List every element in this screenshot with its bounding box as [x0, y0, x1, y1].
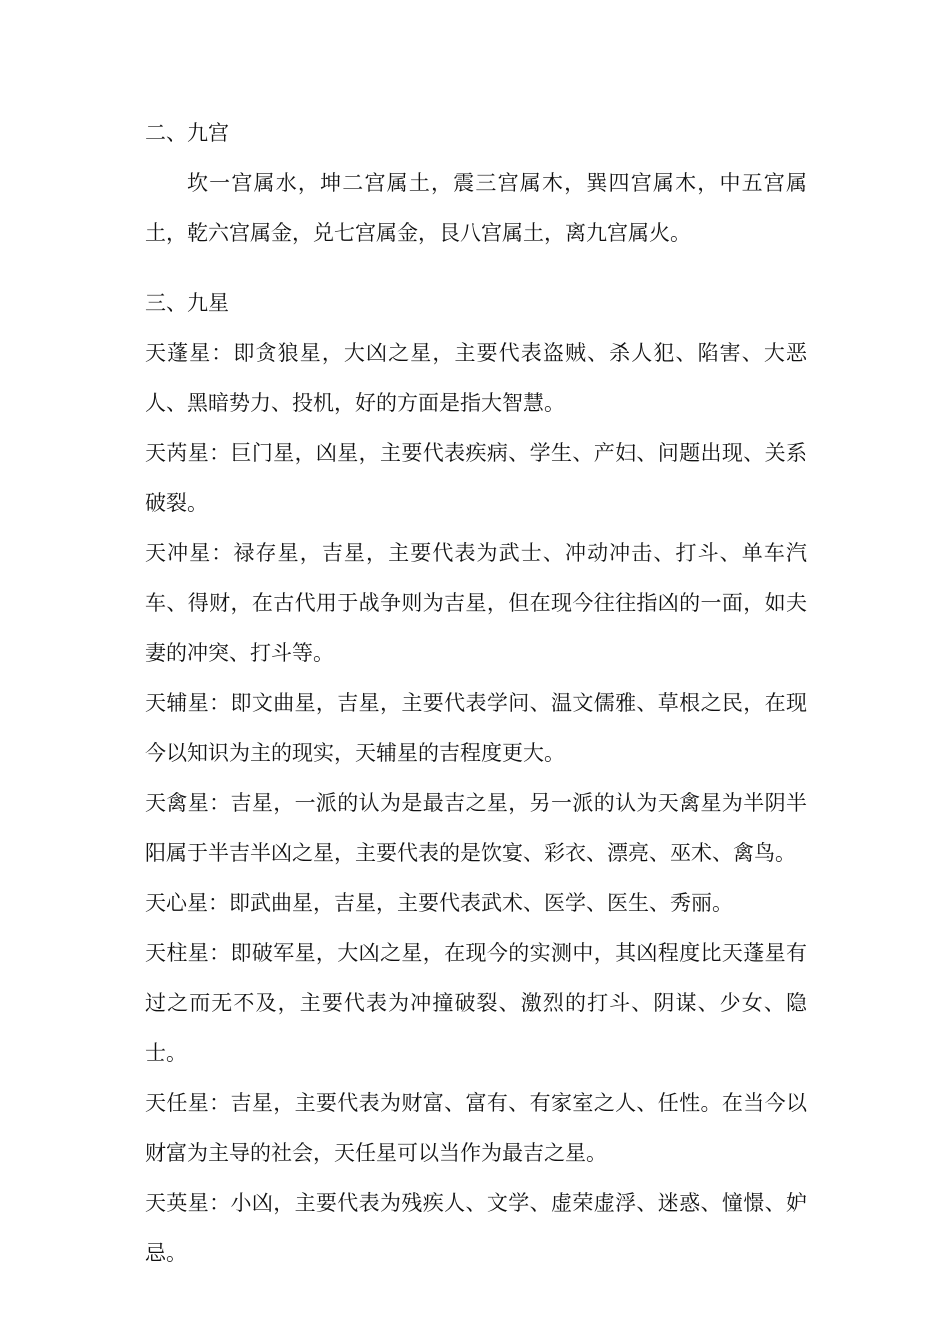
nine-palaces-paragraph: 坎一宫属水，坤二宫属土，震三宫属木，巽四宫属木，中五宫属土，乾六宫属金，兑七宫属金，艮八宫属土，离九宫属火。	[145, 171, 807, 245]
star-paragraph-tianchong: 天冲星：禄存星，吉星，主要代表为武士、冲动冲击、打斗、单车汽车、得财，在古代用于战争则为吉星，但在现今往往指凶的一面，如夫妻的冲突、打斗等。	[145, 541, 807, 665]
star-paragraph-tianzhu: 天柱星：即破军星，大凶之星，在现今的实测中，其凶程度比天蓬星有过之而无不及，主要代表为冲撞破裂、激烈的打斗、阴谋、少女、隐士。	[145, 941, 807, 1065]
star-paragraph-tianpeng: 天蓬星：即贪狼星，大凶之星，主要代表盗贼、杀人犯、陷害、大恶人、黑暗势力、投机，好的方面是指大智慧。	[145, 341, 807, 415]
star-paragraph-tianying: 天英星：小凶，主要代表为残疾人、文学、虚荣虚浮、迷惑、憧憬、妒忌。	[145, 1191, 807, 1265]
section-gap	[145, 258, 807, 278]
star-paragraph-tianfu: 天辅星：即文曲星，吉星，主要代表学问、温文儒雅、草根之民，在现今以知识为主的现实，天辅星的吉程度更大。	[145, 691, 807, 765]
star-paragraph-tianrui: 天芮星：巨门星，凶星，主要代表疾病、学生、产妇、问题出现、关系破裂。	[145, 441, 807, 515]
section-heading-nine-palaces: 二、九宫	[145, 121, 229, 145]
star-paragraph-tianren: 天任星：吉星，主要代表为财富、富有、有家室之人、任性。在当今以财富为主导的社会，天任星可以当作为最吉之星。	[145, 1091, 807, 1165]
star-paragraph-tianqin: 天禽星：吉星，一派的认为是最吉之星，另一派的认为天禽星为半阴半阳属于半吉半凶之星，主要代表的是饮宴、彩衣、漂亮、巫术、禽鸟。	[145, 791, 807, 865]
document-page	[145, 108, 807, 1278]
section-heading-nine-stars: 三、九星	[145, 291, 229, 315]
star-paragraph-tianxin: 天心星：即武曲星，吉星，主要代表武术、医学、医生、秀丽。	[145, 891, 733, 915]
